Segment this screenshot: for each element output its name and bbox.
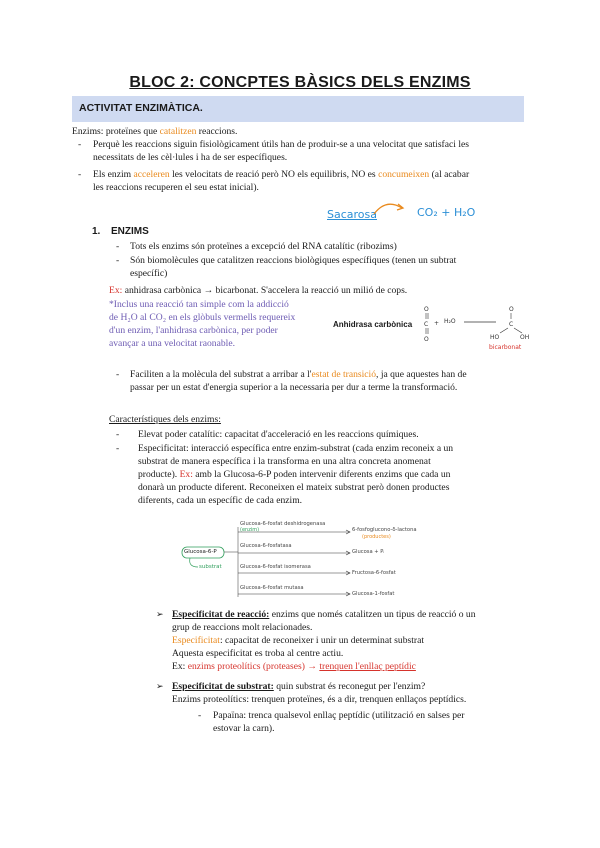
c2-l2: substrat de manera específica i la transforma en una altra concreta anomenat bbox=[138, 456, 431, 467]
diagram-substrate-note: substrat bbox=[199, 564, 222, 570]
svg-text:C: C bbox=[424, 321, 429, 328]
b3-accent: estat de transició bbox=[311, 369, 377, 380]
spec-reaction bbox=[172, 608, 476, 673]
spec-substrate bbox=[172, 680, 466, 706]
bullet-dash: - bbox=[116, 443, 120, 454]
note-l4: avançar a una velocitat raonable. bbox=[109, 338, 235, 349]
c2-l4: donarà un producte diferent. Reconeixen el mateix substrat però donen productes bbox=[138, 482, 450, 493]
bullet-dash: - bbox=[116, 255, 120, 266]
s2-l2: Enzims proteolítics: trenquen proteïnes, és a dir, trenquen enllaços peptídics. bbox=[172, 694, 467, 705]
s1-l4: Aquesta especificitat es troba al centre actiu. bbox=[172, 648, 344, 659]
characteristics-heading: Característiques dels enzims: bbox=[109, 414, 221, 425]
intro-text-end: reaccions. bbox=[196, 126, 238, 137]
s1-note bbox=[109, 298, 295, 350]
s2-title: Especificitat de substrat: bbox=[172, 681, 274, 692]
b3-l2: passar per un estat d'energia superior a la necessaria per dur a terme la transformació. bbox=[130, 382, 458, 393]
s1-bullet-3 bbox=[130, 368, 467, 394]
s1-bullet-1: Tots els enzims són proteïnes a excepció del RNA catalític (ribozims) bbox=[130, 241, 397, 252]
annotation-arrow bbox=[372, 196, 416, 218]
bullet-dash: - bbox=[116, 369, 120, 380]
svg-text:+: + bbox=[434, 320, 440, 327]
diagram-substrate: Glucosa-6-P bbox=[184, 549, 217, 555]
s1-example bbox=[109, 284, 407, 297]
c2-l5: diferents, cada un específic de cada enzim. bbox=[138, 495, 303, 506]
bullet-dash: - bbox=[198, 710, 202, 721]
arrow-bullet-icon: ➢ bbox=[156, 681, 164, 691]
b2-accent2: concumeixen bbox=[378, 169, 430, 180]
c2-ex-label: Ex: bbox=[179, 469, 193, 480]
b2-pre: Els enzim bbox=[93, 169, 134, 180]
annotation-sacarosa: Sacarosa bbox=[327, 208, 377, 221]
c2-l1: Especificitat: interacció específica entre enzim-substrat (cada enzim reconeix a un bbox=[138, 443, 454, 454]
note-l1: *Inclus una reacció tan simple com la addicció bbox=[109, 299, 289, 310]
b2-post: (al acabar bbox=[429, 169, 470, 180]
s1-title: Especificitat de reacció: bbox=[172, 609, 270, 620]
b2-line2: les reaccions recuperen el seu estat inicial). bbox=[93, 182, 259, 193]
s1-l2: grup de reaccions molt relacionades. bbox=[172, 622, 313, 633]
s2-sub-l1: Papaïna: trenca qualsevol enllaç peptídic (utilització en salses per bbox=[213, 710, 465, 721]
b3-pre: Faciliten a la molècula del substrat a arribar a l' bbox=[130, 369, 312, 380]
svg-text:OH: OH bbox=[520, 334, 530, 341]
svg-text:C: C bbox=[509, 321, 514, 328]
intro-line bbox=[72, 125, 237, 138]
char-1: Elevat poder catalític: capacitat d'acceleració en les reaccions químiques. bbox=[138, 429, 419, 440]
intro-bullet-1 bbox=[93, 138, 469, 164]
s1-b2-l1: Són biomolècules que catalitzen reaccions biològiques específiques (tenen un subtrat bbox=[130, 255, 457, 266]
c2-l3: producte). bbox=[138, 469, 180, 480]
page-title: BLOC 2: CONCPTES BÀSICS DELS ENZIMS bbox=[129, 74, 471, 91]
note-l3: d'un enzim, l'anhidrasa carbònica, per poder bbox=[109, 325, 278, 336]
intro-accent: catalitzen bbox=[159, 126, 197, 137]
intro-text: Enzims: proteïnes que bbox=[72, 126, 160, 137]
diagram-enzyme-2: Glucosa-6-fosfatasa bbox=[240, 543, 292, 549]
section-header: ACTIVITAT ENZIMÀTICA. bbox=[79, 102, 203, 114]
section1-number: 1. bbox=[92, 226, 101, 237]
s1-ex-underlined: trenquen l'enllaç peptídic bbox=[319, 661, 416, 672]
section1-heading: ENZIMS bbox=[111, 226, 149, 237]
s2-text: quin substrat és reconegut per l'enzim? bbox=[273, 681, 426, 692]
diagram-enzyme-4: Glucosa-6-fosfat mutasa bbox=[240, 585, 304, 591]
s1-b2-l2: específic) bbox=[130, 268, 168, 279]
intro-b1-l2: necessitats de les cèl·lules i ha de ser específiques. bbox=[93, 152, 288, 163]
reaction-figure bbox=[416, 302, 546, 356]
figure-label: Anhidrasa carbònica bbox=[333, 320, 413, 329]
bullet-dash: - bbox=[78, 139, 82, 150]
diagram-enzyme-1: Glucosa-6-fosfat deshidrogenasa bbox=[240, 521, 326, 527]
s1-bullet-2 bbox=[130, 254, 456, 280]
c2-ex-text: amb la Glucosa-6-P poden intervenir diferents enzims que cada un bbox=[192, 469, 451, 480]
diagram-enzyme-3: Glucosa-6-fosfat isomerasa bbox=[240, 564, 311, 570]
s1-ex-label: Ex: bbox=[172, 661, 186, 672]
ex-text: anhidrasa carbònica → bicarbonat. S'accelera la reacció un milió de cops. bbox=[122, 285, 408, 296]
s1-text: enzims que només catalitzen un tipus de reacció o un bbox=[269, 609, 476, 620]
bullet-dash: - bbox=[116, 241, 120, 252]
section-header-band bbox=[72, 96, 524, 122]
diagram-product-1: 6-fosfoglucono-δ-lactona bbox=[352, 527, 417, 533]
diagram-product-4: Glucosa-1-fosfat bbox=[352, 591, 395, 597]
s1-sub-accent: Especificitat bbox=[172, 635, 220, 646]
intro-b1-l1: Perquè les reaccions siguin fisiològicament útils han de produir-se a una velocitat que satisfaci les bbox=[93, 139, 469, 150]
enzyme-diagram bbox=[180, 515, 430, 611]
bullet-dash: - bbox=[78, 169, 82, 180]
bullet-dash: - bbox=[116, 429, 120, 440]
svg-text:O: O bbox=[509, 306, 514, 313]
diagram-product-3: Fructosa-6-fosfat bbox=[352, 570, 396, 576]
diagram-product-2: Glucosa + Pᵢ bbox=[352, 549, 385, 555]
s1-sub-text: : capacitat de reconeixer i unir un determinat substrat bbox=[219, 635, 425, 646]
svg-text:O: O bbox=[424, 336, 429, 343]
intro-bullet-2 bbox=[93, 168, 469, 194]
ex-label: Ex: bbox=[109, 285, 123, 296]
note-l2: de H₂O al CO₂ en els glòbuls vermells requereix bbox=[109, 312, 296, 323]
spec-substrate-sub bbox=[213, 709, 464, 735]
svg-text:HO: HO bbox=[490, 334, 500, 341]
annotation-products: CO₂ + H₂O bbox=[417, 206, 476, 219]
b3-post: , ja que aquestes han de bbox=[376, 369, 467, 380]
fig-product: bicarbonat bbox=[489, 344, 522, 351]
svg-text:O: O bbox=[424, 306, 429, 313]
arrow-bullet-icon: ➢ bbox=[156, 609, 164, 619]
fig-reagent: H₂O bbox=[444, 318, 456, 325]
s2-sub-l2: estovar la carn). bbox=[213, 723, 275, 734]
diagram-product-note: (productes) bbox=[362, 534, 391, 540]
b2-mid: les velocitats de reació però NO els equilibris, NO es bbox=[169, 169, 379, 180]
char-2 bbox=[138, 442, 453, 507]
b2-accent1: acceleren bbox=[133, 169, 170, 180]
s1-ex-accent: enzims proteolítics (proteases) → bbox=[185, 661, 320, 672]
diagram-enzyme-note: (enzim) bbox=[240, 527, 260, 533]
